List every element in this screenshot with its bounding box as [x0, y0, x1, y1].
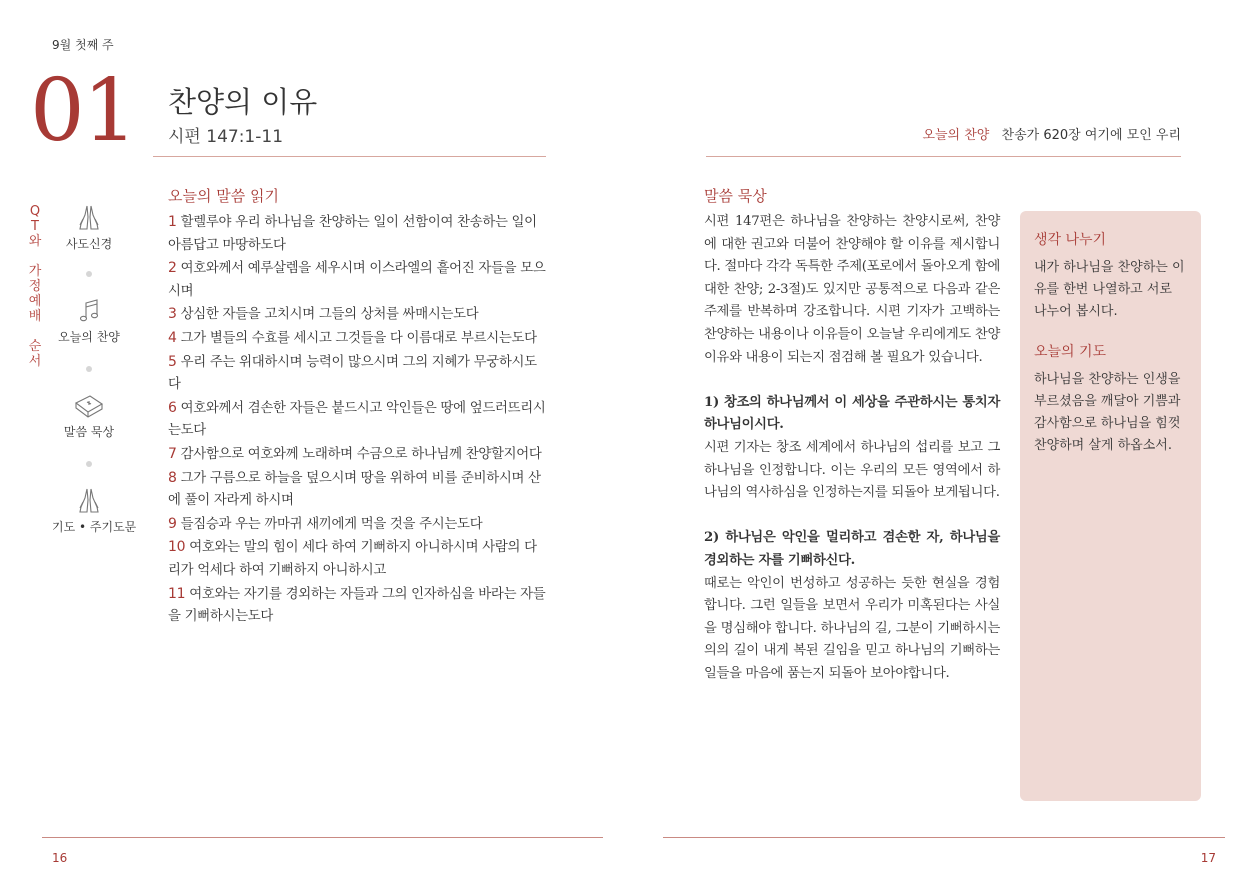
verse-text: 감사함으로 여호와께 노래하며 수금으로 하나님께 찬양할지어다 [180, 446, 542, 462]
verse-number: 4 [168, 329, 177, 346]
nav-item-creed [52, 203, 126, 252]
vertical-gap [28, 324, 42, 339]
verse-number: 1 [168, 214, 177, 230]
scripture-reference: 시편 147:1-11 [168, 127, 284, 147]
point-body: 시편 기자는 창조 세계에서 하나님의 섭리를 보고 그 하나님을 인정합니다. 이는 우리의 모든 영역에서 하나님의 역사하심을 인정하는지를 되돌아 보게됩니다. [704, 439, 1000, 501]
vertical-char: T [31, 219, 39, 234]
vertical-gap [28, 249, 42, 264]
point-body: 때로는 악인이 번성하고 성공하는 듯한 현실을 경험합니다. 그런 일들을 보면서 우리가 미혹된다는 사실을 명심해야 합니다. 하나님의 길, 그분이 기뻐하시는 의의 길이 내게 복된 길임을 믿고 하나님의 기뻐하는 일들을 마음에 품는지 되돌아 보아야합니다. [704, 575, 1000, 681]
verse-number: 5 [168, 353, 177, 370]
verse [168, 211, 548, 257]
verse-number: 7 [168, 445, 177, 462]
nav-label: 오늘의 찬양 [58, 330, 120, 344]
verse-number: 2 [168, 260, 177, 277]
vertical-section-title [28, 204, 42, 369]
nav-item-prayer [52, 486, 137, 535]
header-divider-right [706, 156, 1181, 157]
verse [168, 536, 548, 582]
nav-separator-dot [86, 461, 92, 467]
verse [168, 303, 548, 327]
week-label: 9월 첫째 주 [52, 38, 114, 52]
verse [168, 443, 548, 467]
verse-number: 9 [168, 515, 177, 532]
point-heading: 2) 하나님은 악인을 멀리하고 겸손한 자, 하나님을 경외하는 자를 기뻐하신다. [704, 530, 1000, 568]
verse-text: 들짐승과 우는 까마귀 새끼에게 먹을 것을 주시는도다 [180, 516, 483, 532]
hymn-of-the-day [922, 124, 1181, 143]
verse [168, 257, 548, 303]
hymn-label: 오늘의 찬양 [922, 128, 990, 143]
nav-label: 말씀 묵상 [63, 425, 115, 439]
verse-text: 여호와께서 예루살렘을 세우시며 이스라엘의 흩어진 자들을 모으시며 [168, 261, 546, 299]
vertical-char: 배 [28, 309, 42, 324]
nav-label: 기도 • 주기도문 [52, 520, 137, 534]
verse-number: 6 [168, 399, 177, 416]
music-note-icon [74, 296, 104, 326]
vertical-char: 정 [28, 279, 42, 294]
verse-text: 여호와께서 겸손한 자들은 붙드시고 악인들은 땅에 엎드러뜨리시는도다 [168, 400, 546, 439]
verse-text: 그가 구름으로 하늘을 덮으시며 땅을 위하여 비를 준비하시며 산에 풀이 자라게 하시며 [168, 470, 541, 509]
vertical-char: 예 [28, 294, 42, 309]
vertical-char: 와 [28, 234, 42, 249]
meditation-intro: 시편 147편은 하나님을 찬양하는 찬양시로써, 찬양에 대한 권고와 더불어 찬양해야 할 이유를 제시합니다. 절마다 각각 독특한 주제(포로에서 돌아오게 함에 대한 찬양; 2-3절)도 있지만 공통적으로 다음과 같은 주제를 반복하며 강조합니다. 시편 기자가 고백하는 찬양하는 내용이나 이유들이 오늘날 우리에게도 찬양 이유와 내용이 되는지 점검해 볼 필요가 있습니다. [704, 214, 1000, 365]
verse [168, 351, 548, 397]
nav-label: 사도신경 [65, 237, 113, 251]
scripture-verses [168, 211, 548, 629]
meditation-section-title: 말씀 묵상 [704, 187, 767, 205]
verse-text: 상심한 자들을 고치시며 그들의 상처를 싸매시는도다 [180, 307, 479, 323]
vertical-char: Q [29, 204, 41, 219]
page-number-right: 17 [1200, 851, 1216, 865]
praying-hands-icon [74, 486, 104, 516]
verse-number: 10 [168, 539, 186, 556]
verse-text: 여호와는 말의 힘이 세다 하여 기뻐하지 아니하시며 사람의 다리가 억세다 하여 기뻐하지 아니하시고 [168, 540, 537, 578]
verse-text: 그가 별들의 수효를 세시고 그것들을 다 이름대로 부르시는도다 [180, 330, 537, 346]
vertical-char: 서 [28, 354, 42, 369]
verse [168, 583, 548, 629]
verse-text: 우리 주는 위대하시며 능력이 많으시며 그의 지혜가 무궁하시도다 [168, 354, 537, 393]
footer-divider-right [663, 837, 1225, 838]
page-number-left: 16 [52, 851, 68, 865]
nav-separator-dot [86, 271, 92, 277]
verse [168, 467, 548, 513]
vertical-char: 가 [28, 264, 42, 279]
page-title: 찬양의 이유 [168, 85, 318, 119]
verse [168, 513, 548, 537]
reflection-box [1020, 211, 1201, 801]
bible-book-icon [72, 391, 106, 421]
verse-number: 3 [168, 306, 177, 323]
header-divider-left [153, 156, 546, 157]
meditation-point-1 [704, 392, 1000, 505]
nav-item-hymn [52, 296, 126, 345]
nav-item-meditation [52, 391, 126, 440]
verse [168, 327, 548, 351]
footer-divider-left [42, 837, 603, 838]
share-text: 내가 하나님을 찬양하는 이유를 한번 나열하고 서로 나누어 봅시다. [1034, 260, 1185, 319]
verse-text: 할렐루야 우리 하나님을 찬양하는 일이 선함이여 찬송하는 일이 아름답고 마땅하도다 [168, 215, 537, 253]
verse-number: 11 [168, 585, 186, 602]
day-number: 01 [30, 61, 136, 161]
meditation-point-2 [704, 527, 1000, 685]
verse [168, 397, 548, 443]
share-title: 생각 나누기 [1034, 232, 1107, 248]
reading-section-title: 오늘의 말씀 읽기 [168, 187, 279, 205]
point-heading: 1) 창조의 하나님께서 이 세상을 주관하시는 통치자 하나님이시다. [704, 394, 1000, 433]
prayer-text: 하나님을 찬양하는 인생을 부르셨음을 깨달아 기쁨과 감사함으로 하나님을 힘껏 찬양하며 살게 하옵소서. [1034, 372, 1181, 453]
vertical-char: 순 [28, 339, 42, 354]
prayer-title: 오늘의 기도 [1034, 344, 1107, 360]
hymn-text: 찬송가 620장 여기에 모인 우리 [1001, 128, 1181, 143]
nav-separator-dot [86, 366, 92, 372]
verse-text: 여호와는 자기를 경외하는 자들과 그의 인자하심을 바라는 자들을 기뻐하시는도다 [168, 586, 546, 625]
verse-number: 8 [168, 469, 177, 486]
meditation-body [704, 211, 1000, 708]
praying-hands-icon [74, 203, 104, 233]
